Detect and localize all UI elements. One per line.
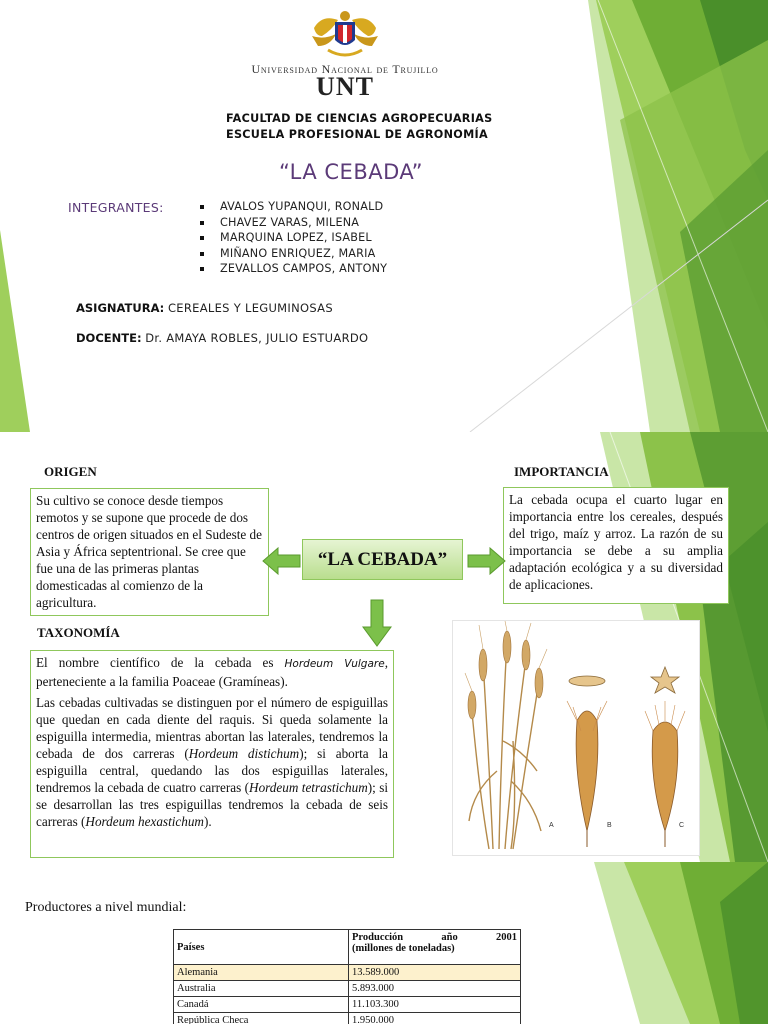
figure-label-c: C: [679, 822, 685, 829]
value-cell: 11.103.300: [349, 997, 521, 1013]
value-cell: 13.589.000: [349, 965, 521, 981]
column-header-country: Países: [174, 930, 349, 965]
country-cell: Canadá: [174, 997, 349, 1013]
taxonomia-title: TAXONOMÍA: [37, 625, 120, 640]
center-title-box: “LA CEBADA”: [302, 539, 463, 580]
subject-value: CEREALES Y LEGUMINOSAS: [167, 301, 333, 315]
faculty-name: FACULTAD DE CIENCIAS AGROPECUARIAS: [226, 112, 493, 125]
arrow-left-icon: [262, 547, 302, 575]
figure-label-b: B: [607, 822, 612, 829]
producers-slide: [0, 862, 768, 1024]
figure-label-a: A: [549, 822, 554, 829]
producers-table: [173, 929, 521, 1024]
table-row: [174, 981, 521, 997]
teacher-value: Dr. AMAYA ROBLES, JULIO ESTUARDO: [145, 331, 369, 345]
teacher-label: DOCENTE:: [76, 331, 142, 345]
title-slide: [0, 0, 768, 432]
member-item: MIÑANO ENRIQUEZ, MARIA: [200, 246, 387, 262]
member-item: CHAVEZ VARAS, MILENA: [200, 215, 387, 231]
table-row: [174, 1013, 521, 1024]
barley-drawing: [453, 621, 699, 855]
university-crest-icon: [308, 6, 382, 64]
origen-title: ORIGEN: [44, 464, 97, 479]
teacher-line: [76, 331, 368, 345]
scientific-name: Hordeum tetrastichum: [249, 780, 368, 795]
producers-heading: Productores a nivel mundial:: [25, 900, 187, 915]
school-name: ESCUELA PROFESIONAL DE AGRONOMÍA: [226, 128, 488, 141]
member-item: AVALOS YUPANQUI, RONALD: [200, 199, 387, 215]
arrow-down-icon: [362, 599, 392, 647]
member-item: MARQUINA LOPEZ, ISABEL: [200, 230, 387, 246]
origen-text: Su cultivo se conoce desde tiempos remotos y se supone que procede de dos centros de origen situados en el Sudeste de Asia y África septentrional. Se cree que fue una de las primeras plantas domesticadas al comienzo de la agricultura.: [36, 493, 262, 610]
scientific-name: Hordeum hexastichum: [85, 814, 204, 829]
country-cell: Australia: [174, 981, 349, 997]
taxonomy-paragraph-2: Las cebadas cultivadas se distinguen por el número de espiguillas que quedan en cada diente del raquis. Si queda solamente la espiguilla intermedia, mientras abortan las laterales, tendremos la cebada de dos carreras (Hordeum distichum); si aborta la espiguilla central, quedando las dos espiguillas laterales, tendremos la cebada de cuatro carreras (Hordeum tetrastichum); si se desarrollan las tres espiguillas tendremos la cebada de seis carreras (Hordeum hexastichum).: [36, 695, 389, 829]
country-cell: República Checa: [174, 1013, 349, 1024]
members-label: INTEGRANTES:: [68, 200, 164, 215]
importancia-box: [503, 487, 729, 604]
value-cell: 1.950.000: [349, 1013, 521, 1024]
importancia-text: La cebada ocupa el cuarto lugar en importancia entre los cereales, después del trigo, maíz y arroz. La razón de su importancia se debe a su amplia adaptación ecológica y a su diversidad de aplicaciones.: [509, 492, 723, 592]
university-name: Universidad Nacional de Trujillo: [251, 62, 439, 76]
origen-box: [30, 488, 269, 616]
arrow-right-icon: [466, 547, 506, 575]
scientific-name: Hordeum distichum: [188, 746, 300, 761]
university-acronym: UNT: [316, 72, 374, 101]
column-header-production: Producción año 2001 (millones de toneladas): [349, 930, 521, 965]
table-row: [174, 997, 521, 1013]
scientific-name: Hordeum Vulgare: [284, 658, 385, 670]
table-header-row: [174, 930, 521, 965]
taxonomy-paragraph-1: El nombre científico de la cebada es Hordeum Vulgare, perteneciente a la familia Poaceae (Gramíneas).: [36, 655, 388, 689]
subject-label: ASIGNATURA:: [76, 301, 165, 315]
country-cell: Alemania: [174, 965, 349, 981]
value-cell: 5.893.000: [349, 981, 521, 997]
subject-line: [76, 301, 333, 315]
table-row: [174, 965, 521, 981]
barley-illustration: [452, 620, 700, 856]
members-list: [200, 199, 387, 277]
member-item: ZEVALLOS CAMPOS, ANTONY: [200, 261, 387, 277]
content-slide: [0, 432, 768, 862]
taxonomia-box: [30, 650, 394, 858]
importancia-title: IMPORTANCIA: [514, 464, 609, 479]
presentation-title: “LA CEBADA”: [278, 160, 424, 184]
